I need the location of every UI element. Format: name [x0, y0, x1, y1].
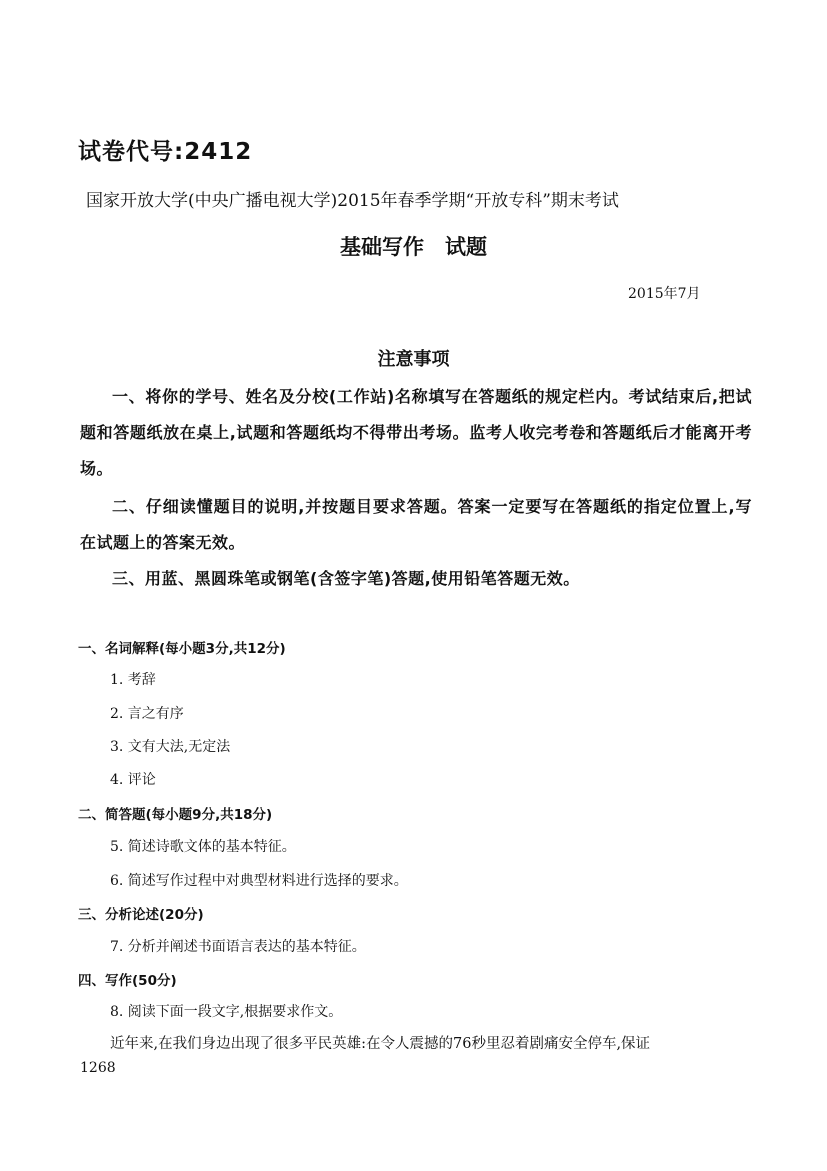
passage-text: 近年来,在我们身边出现了很多平民英雄:在令人震撼的76秒里忍着剧痛安全停车,保证: [110, 1036, 651, 1052]
question-6: 6. 简述写作过程中对典型材料进行选择的要求。: [110, 873, 408, 889]
question-1: 1. 考辞: [110, 672, 156, 688]
exam-date: 2015年7月: [628, 286, 701, 302]
exam-title: 国家开放大学(中央广播电视大学)2015年春季学期“开放专科”期末考试: [86, 191, 619, 211]
question-5: 5. 简述诗歌文体的基本特征。: [110, 839, 296, 855]
question-8: 8. 阅读下面一段文字,根据要求作文。: [110, 1004, 343, 1020]
question-4: 4. 评论: [110, 772, 156, 788]
question-3: 3. 文有大法,无定法: [110, 739, 231, 755]
notice-item-2: 二、仔细读懂题目的说明,并按题目要求答题。答案一定要写在答题纸的指定位置上,写在试题上的答案无效。: [80, 497, 752, 552]
page-number: 1268: [80, 1060, 116, 1076]
paper-code: 试卷代号:2412: [78, 139, 253, 165]
notice-heading: 注意事项: [377, 349, 450, 370]
notice-item-3: 三、用蓝、黑圆珠笔或钢笔(含签字笔)答题,使用铅笔答题无效。: [112, 569, 580, 588]
section-heading-2: 二、简答题(每小题9分,共18分): [78, 807, 273, 823]
section-heading-4: 四、写作(50分): [78, 973, 177, 989]
question-2: 2. 言之有序: [110, 706, 184, 722]
section-heading-1: 一、名词解释(每小题3分,共12分): [78, 641, 286, 657]
section-heading-3: 三、分析论述(20分): [78, 907, 204, 923]
notice-item-1: 一、将你的学号、姓名及分校(工作站)名称填写在答题纸的规定栏内。考试结束后,把试题和答题纸放在桌上,试题和答题纸均不得带出考场。监考人收完考卷和答题纸后才能离开考场。: [80, 387, 752, 478]
subject-title: 基础写作 试题: [340, 235, 487, 259]
question-7: 7. 分析并阐述书面语言表达的基本特征。: [110, 939, 366, 955]
